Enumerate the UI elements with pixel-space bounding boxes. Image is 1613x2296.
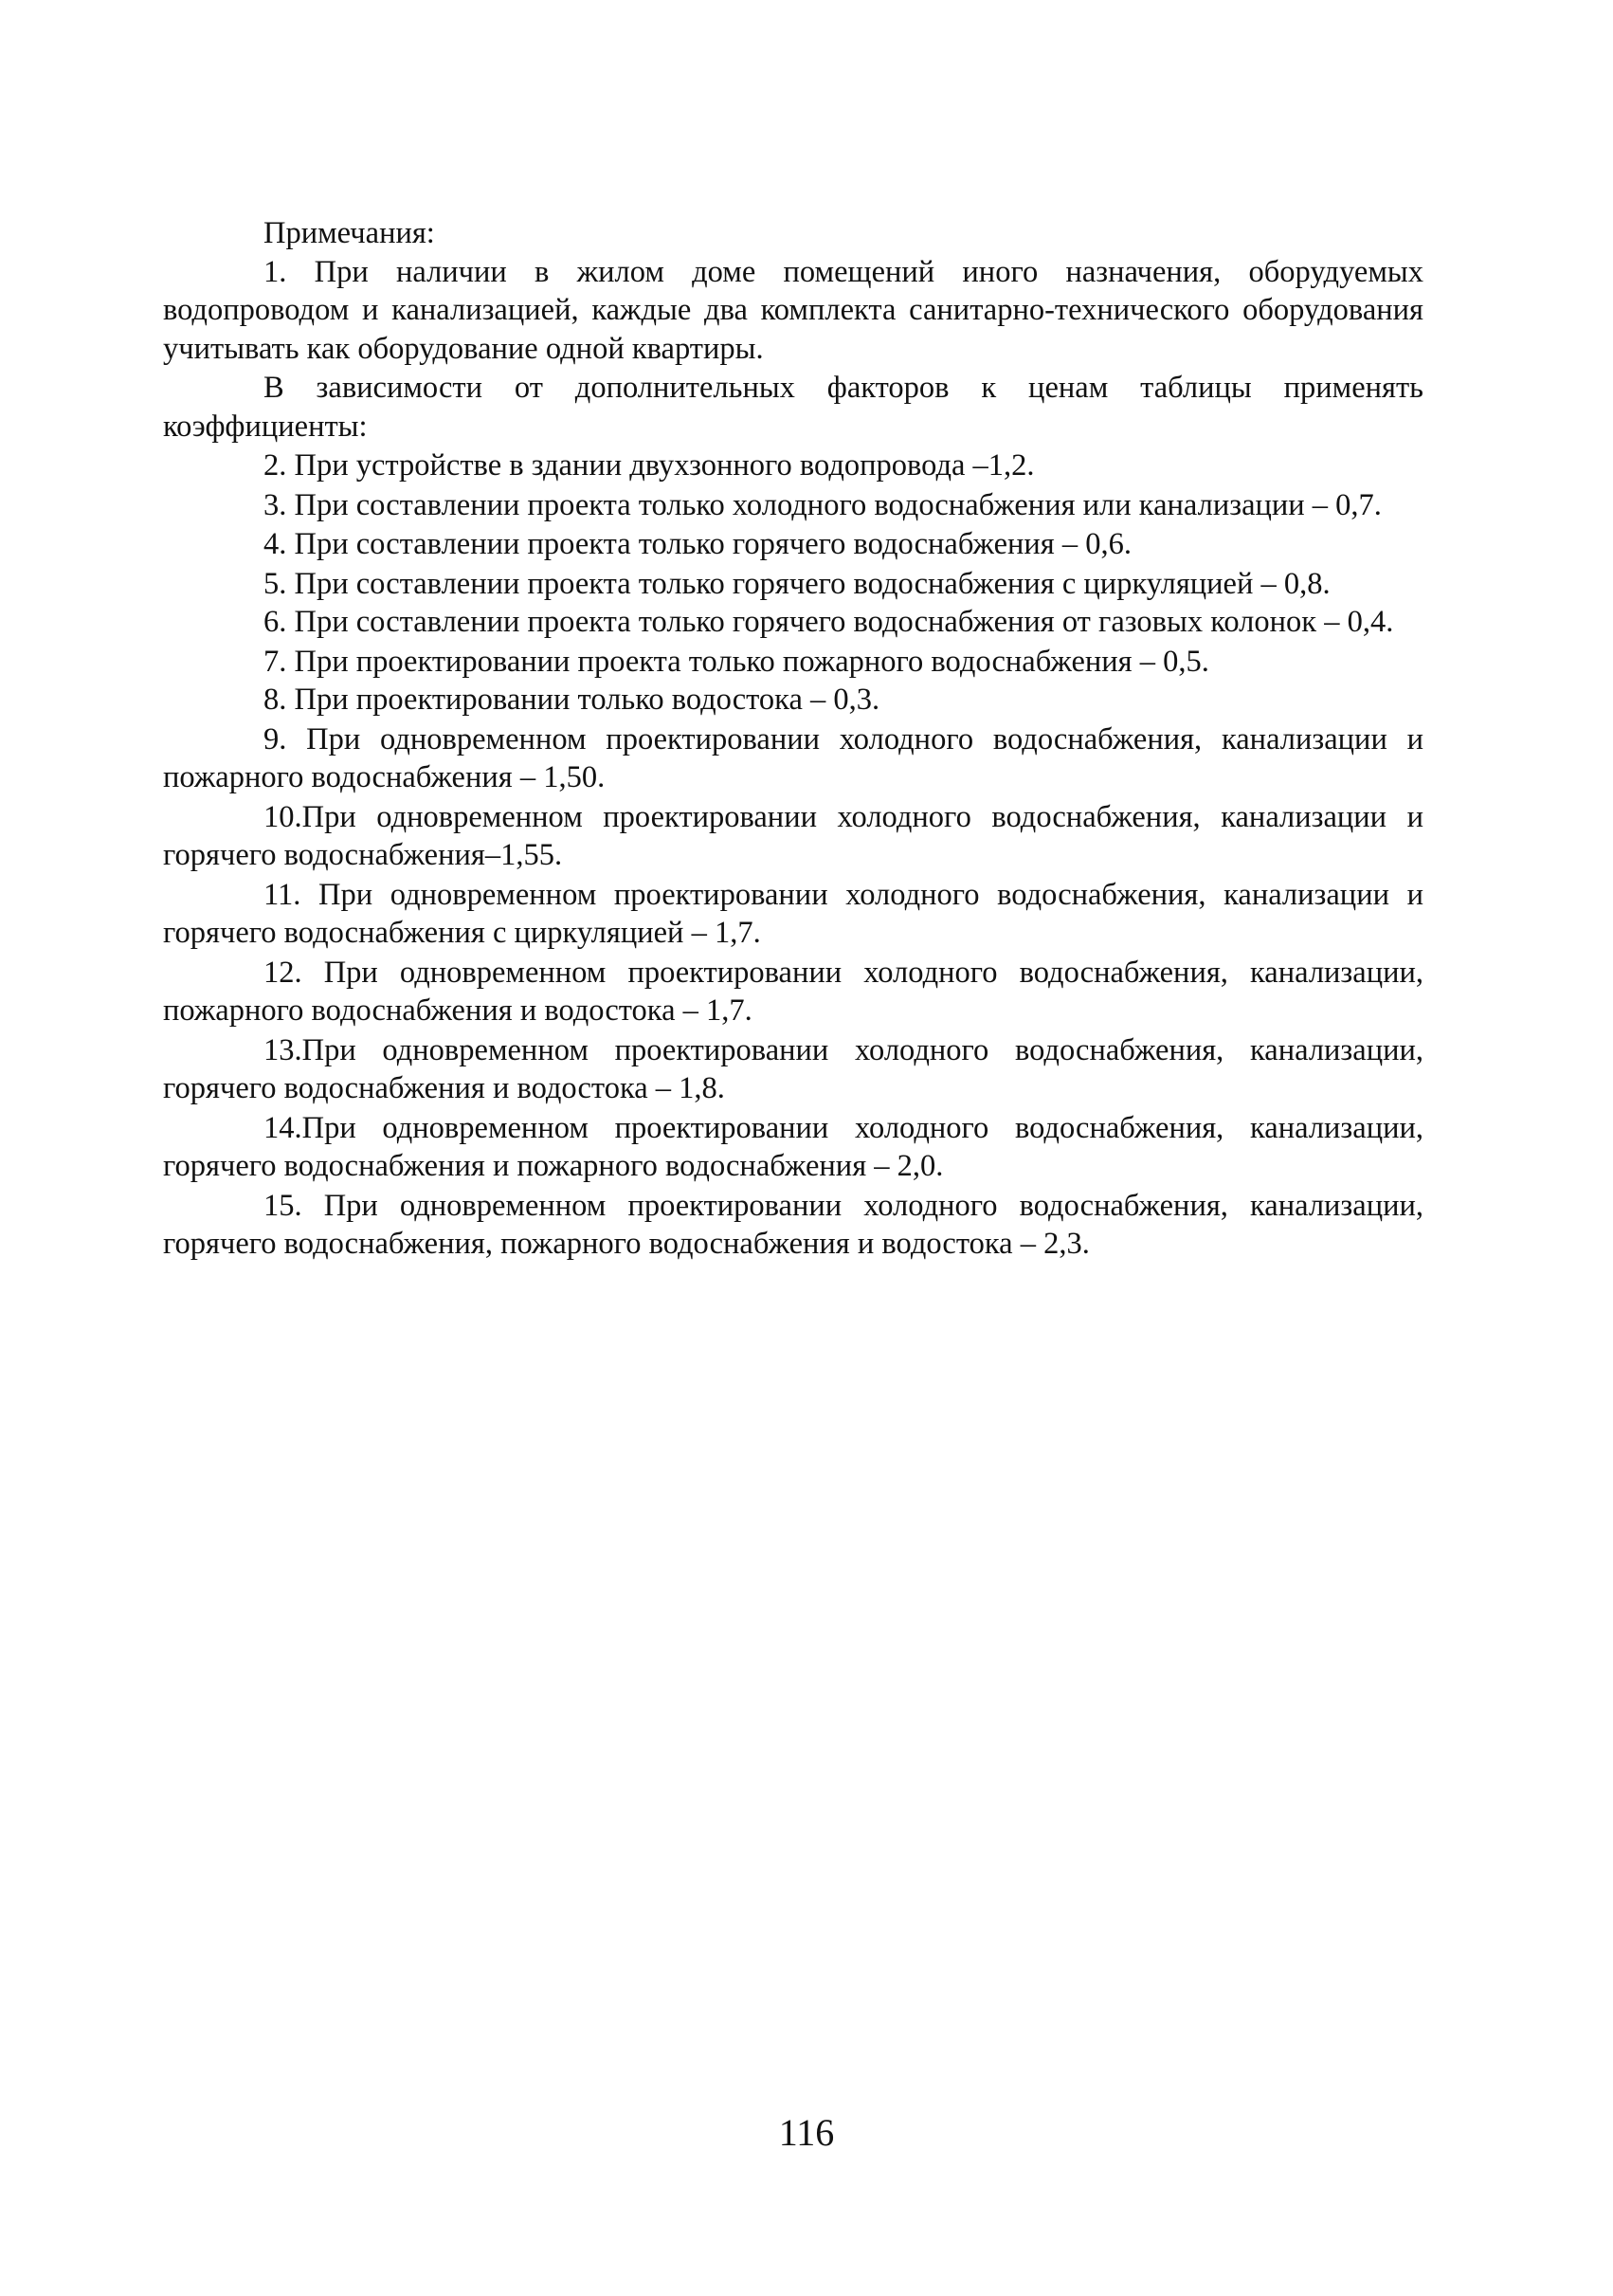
note-paragraph-6: 6. При составлении проекта только горячего водоснабжения от газовых колонок – 0,4. bbox=[263, 605, 1394, 639]
note-paragraph-9: 9. При одновременном проектировании холодного водоснабжения, канализации и пожарного водоснабжения – 1,50. bbox=[163, 721, 1423, 794]
note-paragraph-5: 5. При составлении проекта только горячего водоснабжения с циркуляцией – 0,8. bbox=[263, 566, 1331, 601]
note-paragraph-13: 13.При одновременном проектировании холодного водоснабжения, канализации, горячего водоснабжения и водостока – 1,8. bbox=[163, 1032, 1423, 1105]
note-paragraph-2: 2. При устройстве в здании двухзонного водопровода –1,2. bbox=[263, 448, 1035, 483]
note-paragraph-1: 1. При наличии в жилом доме помещений иного назначения, оборудуемых водопроводом и канализацией, каждые два комплекта санитарно-технического оборудования учитывать как оборудование одной квартиры. bbox=[163, 254, 1423, 366]
notes-section bbox=[163, 214, 1423, 1264]
note-paragraph-10: 10.При одновременном проектировании холодного водоснабжения, канализации и горячего водоснабжения–1,55. bbox=[163, 799, 1423, 872]
note-paragraph-8: 8. При проектировании только водостока – 0,3. bbox=[263, 683, 880, 717]
page-number: 116 bbox=[778, 2111, 835, 2154]
note-paragraph-4: 4. При составлении проекта только горячего водоснабжения – 0,6. bbox=[263, 527, 1132, 561]
notes-heading: Примечания: bbox=[263, 216, 435, 250]
note-paragraph-15: 15. При одновременном проектировании холодного водоснабжения, канализации, горячего водоснабжения, пожарного водоснабжения и водостока – 2,3. bbox=[163, 1188, 1423, 1261]
coefficients-intro: В зависимости от дополнительных факторов к ценам таблицы применять коэффициенты: bbox=[163, 371, 1423, 444]
note-paragraph-14: 14.При одновременном проектировании холодного водоснабжения, канализации, горячего водоснабжения и пожарного водоснабжения – 2,0. bbox=[163, 1110, 1423, 1183]
note-paragraph-11: 11. При одновременном проектировании холодного водоснабжения, канализации и горячего водоснабжения с циркуляцией – 1,7. bbox=[163, 877, 1423, 950]
note-paragraph-3: 3. При составлении проекта только холодного водоснабжения или канализации – 0,7. bbox=[263, 487, 1382, 522]
note-paragraph-12: 12. При одновременном проектировании холодного водоснабжения, канализации, пожарного водоснабжения и водостока – 1,7. bbox=[163, 955, 1423, 1028]
note-paragraph-7: 7. При проектировании проекта только пожарного водоснабжения – 0,5. bbox=[263, 644, 1209, 679]
